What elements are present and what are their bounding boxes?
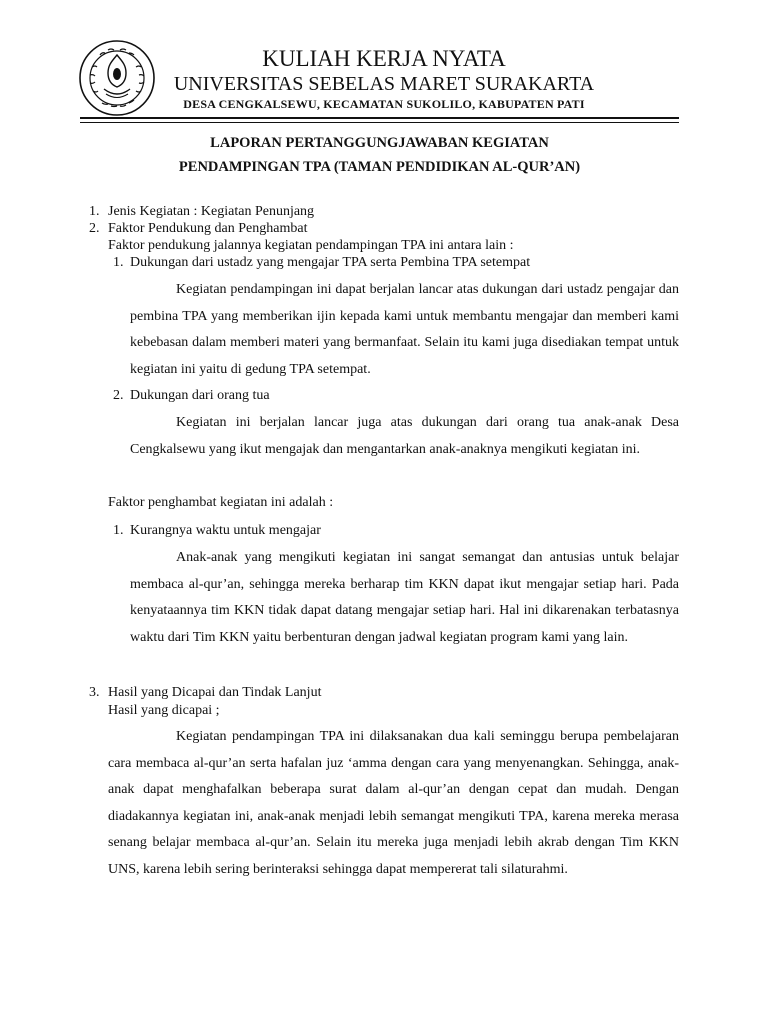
university-logo: [78, 39, 156, 117]
header-title: KULIAH KERJA NYATA: [262, 46, 506, 71]
item2-text: Faktor Pendukung dan Penghambat: [108, 221, 308, 236]
item1-text: Jenis Kegiatan : Kegiatan Penunjang: [108, 204, 315, 219]
item3-text: Hasil yang Dicapai dan Tindak Lanjut: [108, 685, 322, 700]
sub3-paragraph: Anak-anak yang mengikuti kegiatan ini sangat semangat dan antusias untuk belajar membaca al-qur’an, sehingga mereka berharap tim KKN dapat ikut mengajar setiap hari. Pada kenyataannya tim KKN tidak dapat datang mengajar setiap hari. Hal ini dikarenakan terbatasnya waktu dari Tim KKN yaitu berbenturan dengan jadwal kegiatan program kami yang lain.: [130, 550, 679, 645]
sub2-paragraph: Kegiatan ini berjalan lancar juga atas dukungan dari orang tua anak-anak Desa Cengkalsewu yang ikut mengajak dan mengantarkan anak-anaknya mengikuti kegiatan ini.: [130, 415, 679, 457]
item3-paragraph: Kegiatan pendampingan TPA ini dilaksanakan dua kali seminggu berupa pembelajaran cara membaca al-qur’an serta hafalan juz ‘amma dengan cara yang menyenangkan. Sehingga, anak-anak dapat menghafalkan beberapa surat dalam al-qur’an dengan cepat dan mudah. Dengan diadakannya kegiatan ini, anak-anak menjadi lebih semangat mengikuti TPA, karena mereka merasa senang belajar membaca al-qur’an. Selain itu mereka juga menjadi lebih akrab dengan Tim KKN UNS, karena lebih sering berinteraksi sehingga dapat mempererat tali silaturahmi.: [108, 729, 679, 877]
sub2-title: Dukungan dari orang tua: [130, 388, 270, 403]
header-address: DESA CENGKALSEWU, KECAMATAN SUKOLILO, KABUPATEN PATI: [183, 97, 585, 111]
sub3-title: Kurangnya waktu untuk mengajar: [130, 523, 321, 538]
sub1-title: Dukungan dari ustadz yang mengajar TPA serta Pembina TPA setempat: [130, 255, 531, 270]
header-rule-thin: [80, 122, 679, 123]
report-title-line2: PENDAMPINGAN TPA (TAMAN PENDIDIKAN AL-QUR’AN): [178, 159, 581, 175]
header-university: UNIVERSITAS SEBELAS MARET SURAKARTA: [173, 73, 595, 95]
header-rule-thick: [80, 117, 679, 119]
sub1-number: 1.: [113, 255, 124, 270]
item2-number: 2.: [89, 221, 100, 236]
sub1-paragraph: Kegiatan pendampingan ini dapat berjalan lancar atas dukungan dari ustadz pengajar dan pembina TPA yang memberikan ijin kepada kami untuk membantu mengajar dan memberi kami kebebasan dalam memberi materi yang bermanfaat. Selain itu kami juga disediakan tempat untuk kegiatan ini yaitu di gedung TPA setempat.: [130, 282, 679, 377]
item3-intro: Hasil yang dicapai ;: [108, 703, 220, 718]
item2-intro: Faktor pendukung jalannya kegiatan pendampingan TPA ini antara lain :: [108, 238, 514, 253]
report-title-line1: LAPORAN PERTANGGUNGJAWABAN KEGIATAN: [210, 135, 549, 151]
item2-intro2: Faktor penghambat kegiatan ini adalah :: [108, 495, 334, 510]
sub2-number: 2.: [113, 388, 124, 403]
sub3-number: 1.: [113, 523, 124, 538]
item3-number: 3.: [89, 685, 100, 700]
item1-number: 1.: [89, 204, 100, 219]
